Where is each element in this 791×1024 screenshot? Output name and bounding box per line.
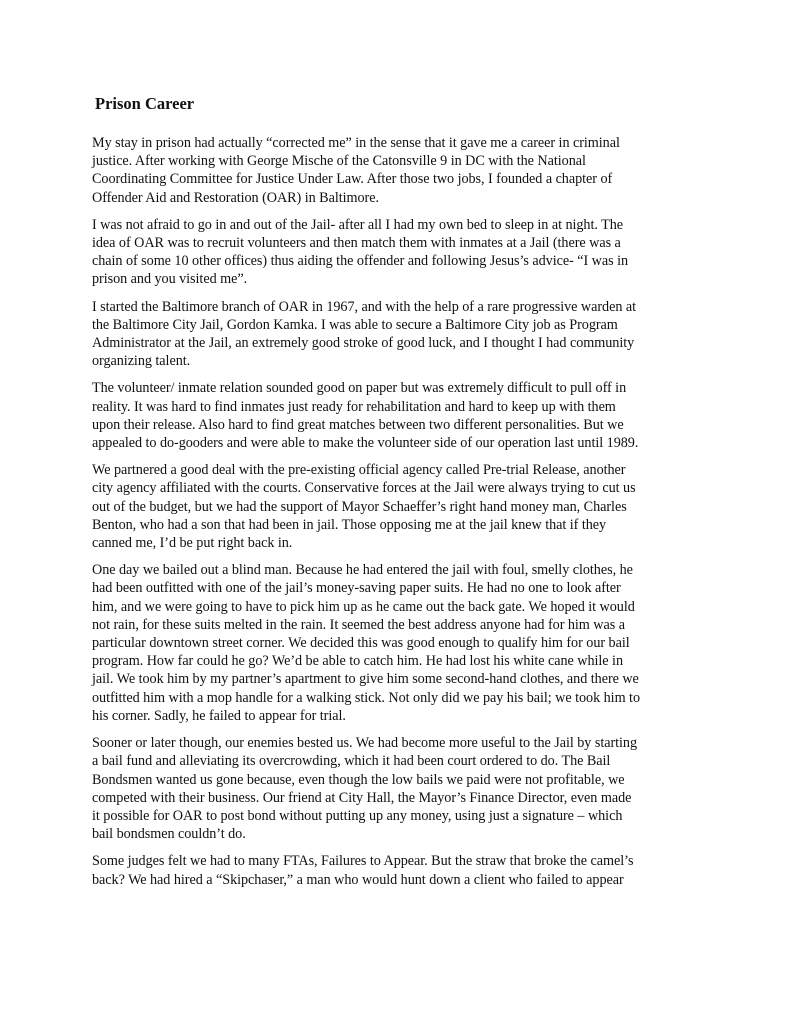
paragraph-5-line-4: Benton, who had a son that had been in jail. Those opposing me at the jail knew that if they bbox=[92, 516, 607, 533]
paragraph-4-line-1: The volunteer/ inmate relation sounded good on paper but was extremely difficult to pull off in bbox=[92, 380, 627, 397]
paragraph-3-line-4: organizing talent. bbox=[92, 353, 191, 370]
paragraph-7 bbox=[92, 734, 704, 843]
paragraph-7-line-3: Bondsmen wanted us gone because, even though the low bails we paid were not profitable, we bbox=[92, 771, 625, 788]
paragraph-2-line-2: idea of OAR was to recruit volunteers and then match them with inmates at a Jail (there was a bbox=[92, 235, 621, 252]
paragraph-7-line-4: competed with their business. Our friend at City Hall, the Mayor’s Finance Director, even made bbox=[92, 789, 632, 806]
page-title: Prison Career bbox=[95, 94, 195, 113]
paragraph-7-line-6: bail bondsmen couldn’t do. bbox=[92, 826, 246, 843]
paragraph-7-line-1: Sooner or later though, our enemies bested us. We had become more useful to the Jail by starting bbox=[92, 735, 638, 752]
paragraph-4-line-3: upon their release. Also hard to find great matches between two different personalities. But we bbox=[92, 416, 624, 433]
paragraph-3 bbox=[92, 298, 704, 371]
paragraph-6 bbox=[92, 561, 704, 725]
paragraph-6-line-4: not rain, for these suits melted in the rain. It seemed the best address anyone had for him was a bbox=[92, 616, 625, 633]
paragraph-1-line-2: justice. After working with George Mische of the Catonsville 9 in DC with the National bbox=[92, 153, 586, 170]
paragraph-2-line-3: chain of some 10 other offices) thus aiding the offender and following Jesus’s advice- “I was in bbox=[92, 253, 629, 270]
paragraph-1-line-3: Coordinating Committee for Justice Under Law. After those two jobs, I founded a chapter of bbox=[92, 171, 613, 188]
paragraph-6-line-3: him, and we were going to have to pick him up as he came out the back gate. We hoped it would bbox=[92, 598, 635, 615]
paragraph-2-line-4: prison and you visited me”. bbox=[92, 271, 248, 288]
paragraph-6-line-7: jail. We took him by my partner’s apartment to give him some second-hand clothes, and there we bbox=[92, 671, 639, 688]
paragraph-5-line-1: We partnered a good deal with the pre-existing official agency called Pre-trial Release, another bbox=[92, 462, 626, 479]
document-body bbox=[92, 134, 704, 898]
paragraph-1-line-4: Offender Aid and Restoration (OAR) in Baltimore. bbox=[92, 189, 379, 206]
paragraph-1 bbox=[92, 134, 704, 207]
paragraph-7-line-2: a bail fund and alleviating its overcrowding, which it had been court ordered to do. The Bail bbox=[92, 753, 611, 770]
paragraph-1-line-1: My stay in prison had actually “corrected me” in the sense that it gave me a career in criminal bbox=[92, 135, 620, 151]
paragraph-6-line-5: particular downtown street corner. We decided this was good enough to qualify him for our bail bbox=[92, 635, 630, 652]
paragraph-3-line-2: the Baltimore City Jail, Gordon Kamka. I was able to secure a Baltimore City job as Program bbox=[92, 316, 618, 333]
paragraph-4-line-4: appealed to do-gooders and were able to make the volunteer side of our operation last until 1989. bbox=[92, 435, 639, 452]
paragraph-6-line-2: had been outfitted with one of the jail’s money-saving paper suits. He had no one to look after bbox=[92, 580, 621, 597]
paragraph-4-line-2: reality. It was hard to find inmates just ready for rehabilitation and hard to keep up with them bbox=[92, 398, 616, 415]
paragraph-6-line-6: program. How far could he go? We’d be able to catch him. He had lost his white cane while in bbox=[92, 653, 623, 670]
paragraph-8 bbox=[92, 852, 704, 888]
paragraph-6-line-8: outfitted him with a mop handle for a walking stick. Not only did we pay his bail; we took him to bbox=[92, 689, 640, 706]
paragraph-4 bbox=[92, 379, 704, 452]
paragraph-6-line-9: his corner. Sadly, he failed to appear for trial. bbox=[92, 707, 346, 724]
paragraph-5-line-5: canned me, I’d be put right back in. bbox=[92, 535, 293, 552]
paragraph-6-line-1: One day we bailed out a blind man. Because he had entered the jail with foul, smelly clothes, he bbox=[92, 562, 633, 579]
paragraph-2 bbox=[92, 216, 704, 289]
paragraph-3-line-3: Administrator at the Jail, an extremely good stroke of good luck, and I thought I had community bbox=[92, 335, 635, 352]
paragraph-5-line-2: city agency affiliated with the courts. Conservative forces at the Jail were always trying to cut us bbox=[92, 480, 636, 497]
paragraph-5 bbox=[92, 461, 704, 552]
paragraph-3-line-1: I started the Baltimore branch of OAR in 1967, and with the help of a rare progressive warden at bbox=[92, 298, 637, 315]
paragraph-7-line-5: it possible for OAR to post bond without putting up any money, using just a signature – which bbox=[92, 807, 623, 824]
paragraph-8-line-1: Some judges felt we had to many FTAs, Failures to Appear. But the straw that broke the camel’s bbox=[92, 853, 634, 870]
paragraph-2-line-1: I was not afraid to go in and out of the Jail- after all I had my own bed to sleep in at night. The bbox=[92, 216, 624, 233]
paragraph-8-line-2: back? We had hired a “Skipchaser,” a man who would hunt down a client who failed to appear bbox=[92, 871, 624, 888]
paragraph-5-line-3: out of the budget, but we had the support of Mayor Schaeffer’s right hand money man, Charles bbox=[92, 498, 627, 515]
